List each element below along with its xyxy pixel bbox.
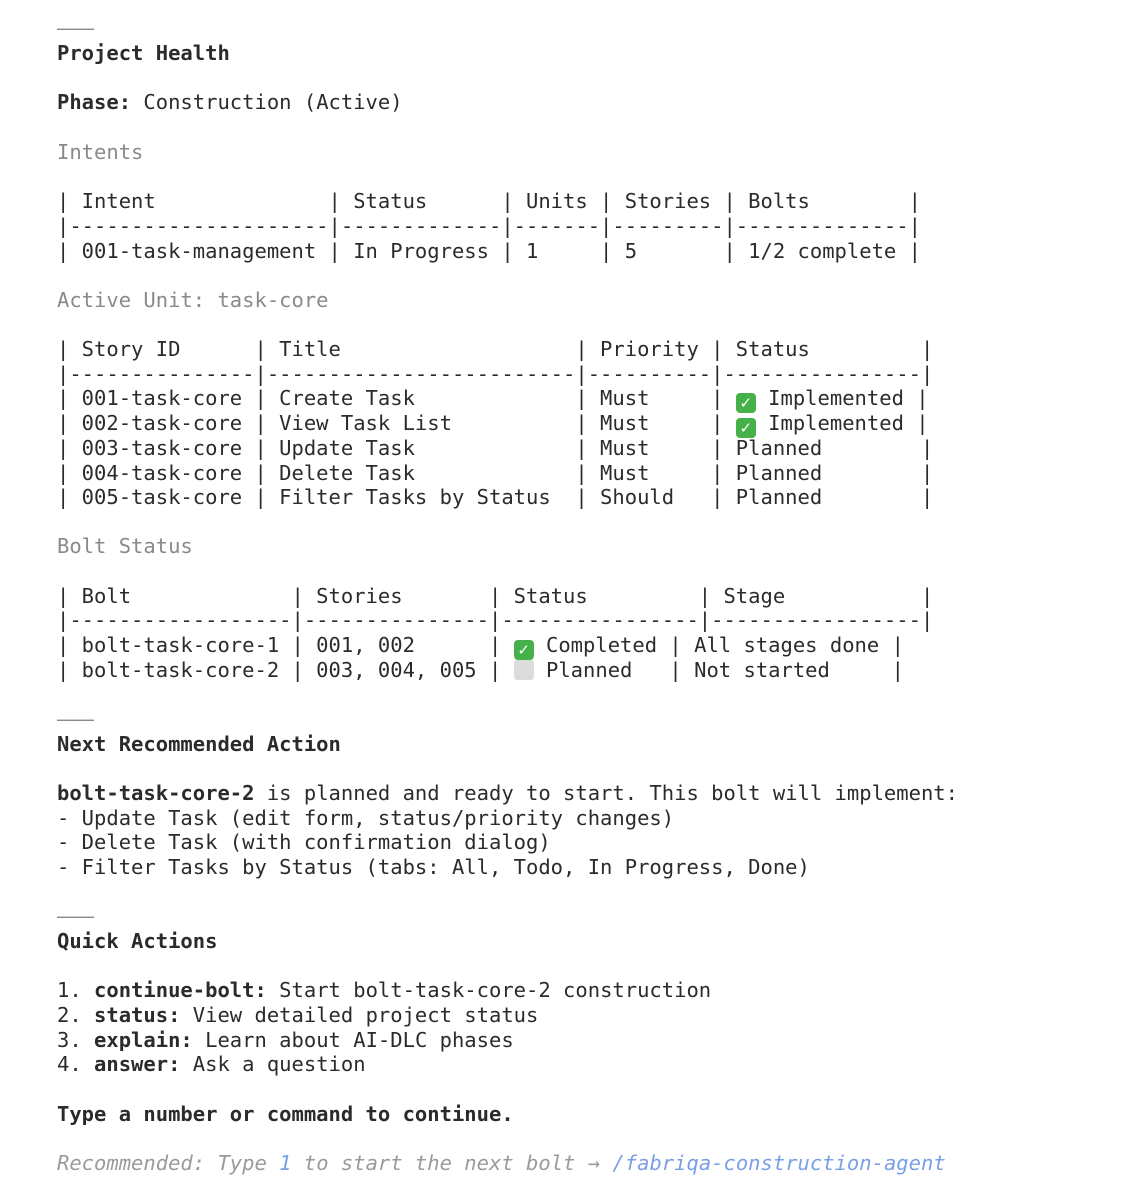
intents-table-divider: |---------------------|-------------|-------|---------|--------------| (57, 214, 921, 238)
list-item: - Delete Task (with confirmation dialog) (57, 830, 551, 854)
phase-label: Phase: (57, 90, 132, 114)
check-icon: ✓ (514, 640, 534, 660)
empty-box-icon (514, 660, 534, 680)
quick-action-status[interactable]: 2. status: View detailed project status (57, 1003, 539, 1027)
table-row: | 002-task-core | View Task List | Must | ✓ Implemented | (57, 411, 929, 437)
stories-table-header: | Story ID | Title | Priority | Status | (57, 337, 934, 361)
next-action-title: Next Recommended Action (57, 732, 341, 756)
separator-3: ——— (57, 904, 95, 928)
quick-action-continue-bolt[interactable]: 1. continue-bolt: Start bolt-task-core-2 construction (57, 978, 712, 1002)
phase-value: Construction (Active) (131, 90, 403, 114)
recommendation-footer: Recommended: Type 1 to start the next bolt → /fabriqa-construction-agent (57, 1151, 946, 1175)
bolt-status-caption: Bolt Status (57, 534, 193, 558)
separator-1: ——— (57, 16, 95, 40)
bolts-table-divider: |------------------|---------------|----------------|-----------------| (57, 608, 934, 632)
list-item: - Update Task (edit form, status/priority changes) (57, 806, 675, 830)
intents-caption: Intents (57, 140, 144, 164)
table-row: | 003-task-core | Update Task | Must | Planned | (57, 436, 934, 460)
project-health-title: Project Health (57, 41, 230, 65)
table-row: | bolt-task-core-1 | 001, 002 | ✓ Completed | All stages done | (57, 633, 904, 659)
quick-action-answer[interactable]: 4. answer: Ask a question (57, 1052, 366, 1076)
agent-command-link[interactable]: /fabriqa-construction-agent (612, 1151, 946, 1175)
table-row: | 001-task-core | Create Task | Must | ✓ Implemented | (57, 386, 929, 412)
bolt-name: bolt-task-core-2 (57, 781, 255, 805)
command-prompt: Type a number or command to continue. (57, 1102, 514, 1126)
next-action-intro: bolt-task-core-2 is planned and ready to start. This bolt will implement: (57, 781, 958, 805)
phase-line (57, 90, 403, 114)
table-row: | 001-task-management | In Progress | 1 | 5 | 1/2 complete | (57, 239, 921, 263)
bolts-table-header: | Bolt | Stories | Status | Stage | (57, 584, 934, 608)
table-row: | 004-task-core | Delete Task | Must | Planned | (57, 461, 934, 485)
quick-action-explain[interactable]: 3. explain: Learn about AI-DLC phases (57, 1028, 514, 1052)
separator-2: ——— (57, 707, 95, 731)
check-icon: ✓ (736, 418, 756, 438)
list-item: - Filter Tasks by Status (tabs: All, Todo, In Progress, Done) (57, 855, 810, 879)
stories-table-divider: |---------------|-------------------------|----------|----------------| (57, 362, 934, 386)
active-unit-caption: Active Unit: task-core (57, 288, 329, 312)
table-row: | bolt-task-core-2 | 003, 004, 005 | Planned | Not started | (57, 658, 904, 682)
intents-table-header: | Intent | Status | Units | Stories | Bolts | (57, 189, 921, 213)
recommended-number[interactable]: 1 (279, 1151, 292, 1175)
quick-actions-title: Quick Actions (57, 929, 218, 953)
check-icon: ✓ (736, 393, 756, 413)
table-row: | 005-task-core | Filter Tasks by Status | Should | Planned | (57, 485, 934, 509)
